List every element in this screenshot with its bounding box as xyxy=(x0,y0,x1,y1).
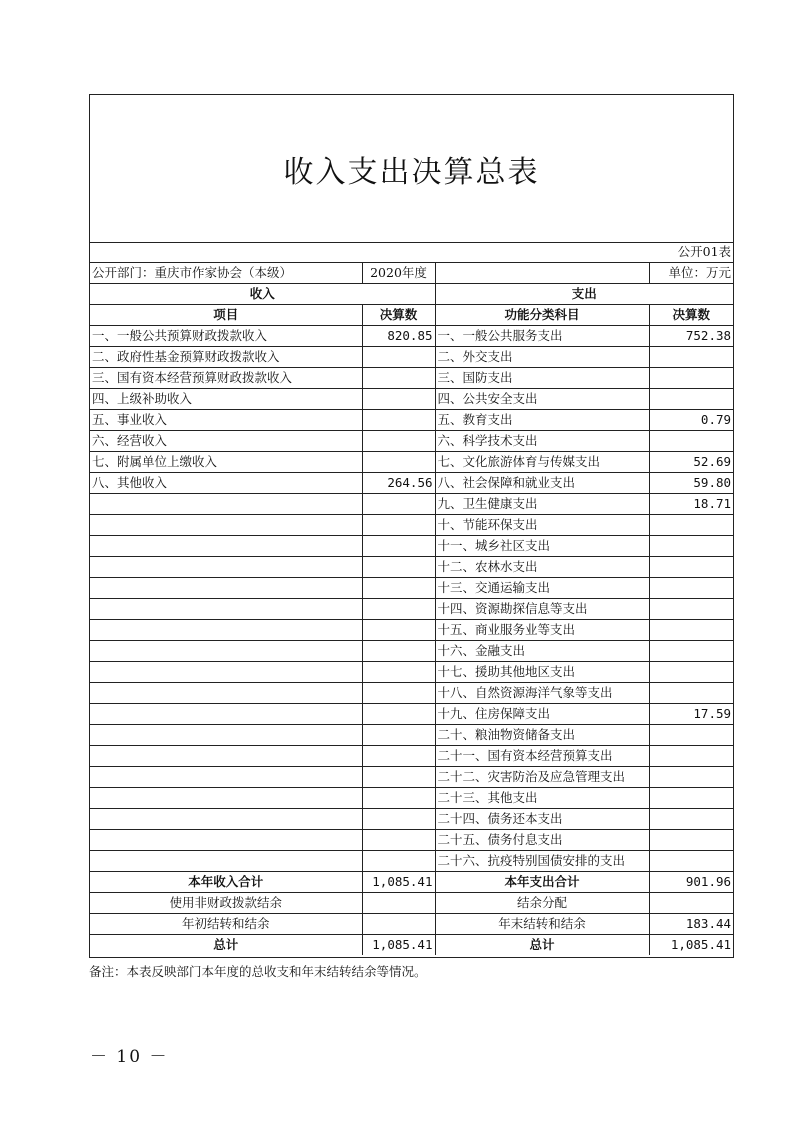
income-amount-cell xyxy=(362,788,435,809)
income-item-cell: 一、一般公共预算财政拨款收入 xyxy=(90,326,362,347)
table-row xyxy=(90,788,733,809)
page-number: － 10 － xyxy=(90,1047,169,1067)
expense-item-cell: 十八、自然资源海洋气象等支出 xyxy=(435,683,649,704)
income-amount-cell xyxy=(362,830,435,851)
expense-amount-cell xyxy=(649,746,733,767)
table-row xyxy=(90,347,733,368)
table-row xyxy=(90,683,733,704)
income-item-cell: 使用非财政拨款结余 xyxy=(90,893,362,914)
expense-item-cell: 七、文化旅游体育与传媒支出 xyxy=(435,452,649,473)
table-row xyxy=(90,368,733,389)
income-item-cell xyxy=(90,494,362,515)
income-amount-cell xyxy=(362,662,435,683)
table-no: 公开01表 xyxy=(677,244,732,259)
table-row xyxy=(90,452,733,473)
expense-item-cell: 二十二、灾害防治及应急管理支出 xyxy=(435,767,649,788)
expense-amount-cell xyxy=(649,431,733,452)
summary-row xyxy=(90,914,733,935)
income-item-cell xyxy=(90,809,362,830)
expense-item-cell: 一、一般公共服务支出 xyxy=(435,326,649,347)
expense-item-cell: 五、教育支出 xyxy=(435,410,649,431)
expense-amount-cell xyxy=(649,788,733,809)
expense-item-cell: 二十四、债务还本支出 xyxy=(435,809,649,830)
footnote: 备注：本表反映部门本年度的总收支和年末结转结余等情况。 xyxy=(89,964,427,979)
expense-item-cell: 十四、资源勘探信息等支出 xyxy=(435,599,649,620)
summary-row xyxy=(90,872,733,893)
page-title: 收入支出决算总表 xyxy=(283,154,540,190)
expense-amount-cell: 52.69 xyxy=(649,452,733,473)
expense-item-cell: 结余分配 xyxy=(435,893,649,914)
col-func-header: 功能分类科目 xyxy=(435,305,649,326)
expense-item-cell: 十、节能环保支出 xyxy=(435,515,649,536)
income-item-cell xyxy=(90,578,362,599)
expense-amount-cell xyxy=(649,599,733,620)
income-item-cell xyxy=(90,536,362,557)
expense-amount-cell xyxy=(649,683,733,704)
table-row xyxy=(90,536,733,557)
expense-amount-cell xyxy=(649,578,733,599)
unit-label: 单位：万元 xyxy=(649,263,733,284)
income-amount-cell xyxy=(362,431,435,452)
income-amount-cell xyxy=(362,536,435,557)
col-item-header: 项目 xyxy=(90,305,362,326)
income-amount-cell xyxy=(362,599,435,620)
table-row xyxy=(90,326,733,347)
expense-item-cell: 二十、粮油物资储备支出 xyxy=(435,725,649,746)
income-item-cell: 年初结转和结余 xyxy=(90,914,362,935)
expense-amount-cell xyxy=(649,620,733,641)
table-row xyxy=(90,830,733,851)
income-amount-cell xyxy=(362,368,435,389)
table-row xyxy=(90,746,733,767)
expense-item-cell: 六、科学技术支出 xyxy=(435,431,649,452)
expense-amount-cell: 1,085.41 xyxy=(649,935,733,956)
table-row xyxy=(90,662,733,683)
income-item-cell: 五、事业收入 xyxy=(90,410,362,431)
income-amount-cell xyxy=(362,851,435,872)
expense-item-cell: 十五、商业服务业等支出 xyxy=(435,620,649,641)
expense-item-cell: 三、国防支出 xyxy=(435,368,649,389)
income-amount-cell xyxy=(362,410,435,431)
income-item-cell xyxy=(90,599,362,620)
table-row xyxy=(90,704,733,725)
income-amount-cell: 1,085.41 xyxy=(362,872,435,893)
income-amount-cell xyxy=(362,893,435,914)
income-item-cell xyxy=(90,851,362,872)
expense-item-cell: 十七、援助其他地区支出 xyxy=(435,662,649,683)
table-row xyxy=(90,389,733,410)
income-item-cell: 六、经营收入 xyxy=(90,431,362,452)
income-amount-cell xyxy=(362,494,435,515)
income-section-header: 收入 xyxy=(90,284,435,305)
income-item-cell: 四、上级补助收入 xyxy=(90,389,362,410)
expense-amount-cell: 752.38 xyxy=(649,326,733,347)
table-no-row xyxy=(90,242,733,263)
report-frame xyxy=(89,94,734,958)
expense-item-cell: 总计 xyxy=(435,935,649,956)
expense-item-cell: 八、社会保障和就业支出 xyxy=(435,473,649,494)
income-amount-cell xyxy=(362,389,435,410)
expense-amount-cell xyxy=(649,368,733,389)
meta-row xyxy=(90,263,733,284)
income-item-cell: 总计 xyxy=(90,935,362,956)
income-amount-cell xyxy=(362,746,435,767)
expense-amount-cell xyxy=(649,347,733,368)
budget-table xyxy=(90,242,733,955)
expense-item-cell: 二十三、其他支出 xyxy=(435,788,649,809)
expense-section-header: 支出 xyxy=(435,284,733,305)
expense-item-cell: 二、外交支出 xyxy=(435,347,649,368)
income-item-cell xyxy=(90,662,362,683)
income-amount-cell xyxy=(362,347,435,368)
expense-amount-cell xyxy=(649,557,733,578)
section-header-row xyxy=(90,284,733,305)
table-row xyxy=(90,599,733,620)
expense-item-cell: 本年支出合计 xyxy=(435,872,649,893)
income-item-cell xyxy=(90,515,362,536)
expense-amount-cell xyxy=(649,851,733,872)
expense-amount-cell xyxy=(649,767,733,788)
expense-amount-cell xyxy=(649,389,733,410)
expense-amount-cell: 0.79 xyxy=(649,410,733,431)
expense-amount-cell xyxy=(649,515,733,536)
department-label: 公开部门：重庆市作家协会（本级） xyxy=(90,263,362,284)
income-item-cell xyxy=(90,725,362,746)
income-item-cell xyxy=(90,788,362,809)
income-item-cell xyxy=(90,641,362,662)
table-row xyxy=(90,578,733,599)
income-item-cell: 八、其他收入 xyxy=(90,473,362,494)
expense-item-cell: 九、卫生健康支出 xyxy=(435,494,649,515)
income-item-cell: 三、国有资本经营预算财政拨款收入 xyxy=(90,368,362,389)
income-amount-cell: 820.85 xyxy=(362,326,435,347)
income-item-cell xyxy=(90,683,362,704)
income-amount-cell: 264.56 xyxy=(362,473,435,494)
col-amount-header: 决算数 xyxy=(362,305,435,326)
table-row xyxy=(90,515,733,536)
meta-blank xyxy=(435,263,649,284)
table-row xyxy=(90,641,733,662)
title-area xyxy=(90,95,733,243)
income-amount-cell xyxy=(362,515,435,536)
income-amount-cell xyxy=(362,578,435,599)
expense-amount-cell xyxy=(649,893,733,914)
expense-item-cell: 二十五、债务付息支出 xyxy=(435,830,649,851)
expense-item-cell: 十六、金融支出 xyxy=(435,641,649,662)
income-item-cell xyxy=(90,557,362,578)
income-item-cell: 七、附属单位上缴收入 xyxy=(90,452,362,473)
col-amount2-header: 决算数 xyxy=(649,305,733,326)
table-row xyxy=(90,725,733,746)
table-row xyxy=(90,620,733,641)
income-item-cell xyxy=(90,767,362,788)
table-row xyxy=(90,494,733,515)
income-amount-cell xyxy=(362,641,435,662)
expense-amount-cell xyxy=(649,830,733,851)
expense-amount-cell xyxy=(649,809,733,830)
summary-row xyxy=(90,893,733,914)
year-label: 2020年度 xyxy=(362,263,435,284)
expense-item-cell: 四、公共安全支出 xyxy=(435,389,649,410)
income-amount-cell xyxy=(362,809,435,830)
income-item-cell: 二、政府性基金预算财政拨款收入 xyxy=(90,347,362,368)
expense-amount-cell: 901.96 xyxy=(649,872,733,893)
table-row xyxy=(90,809,733,830)
table-row xyxy=(90,557,733,578)
table-row xyxy=(90,431,733,452)
income-item-cell xyxy=(90,830,362,851)
expense-amount-cell: 18.71 xyxy=(649,494,733,515)
expense-item-cell: 二十六、抗疫特别国债安排的支出 xyxy=(435,851,649,872)
income-amount-cell xyxy=(362,620,435,641)
expense-amount-cell: 17.59 xyxy=(649,704,733,725)
table-row xyxy=(90,473,733,494)
expense-amount-cell: 59.80 xyxy=(649,473,733,494)
table-row xyxy=(90,851,733,872)
expense-amount-cell: 183.44 xyxy=(649,914,733,935)
expense-item-cell: 年末结转和结余 xyxy=(435,914,649,935)
income-amount-cell xyxy=(362,725,435,746)
expense-item-cell: 十三、交通运输支出 xyxy=(435,578,649,599)
income-amount-cell: 1,085.41 xyxy=(362,935,435,956)
summary-row xyxy=(90,935,733,956)
table-row xyxy=(90,410,733,431)
expense-item-cell: 十一、城乡社区支出 xyxy=(435,536,649,557)
expense-amount-cell xyxy=(649,662,733,683)
income-amount-cell xyxy=(362,704,435,725)
expense-amount-cell xyxy=(649,725,733,746)
expense-item-cell: 十九、住房保障支出 xyxy=(435,704,649,725)
expense-item-cell: 十二、农林水支出 xyxy=(435,557,649,578)
income-amount-cell xyxy=(362,767,435,788)
expense-item-cell: 二十一、国有资本经营预算支出 xyxy=(435,746,649,767)
income-item-cell xyxy=(90,704,362,725)
expense-amount-cell xyxy=(649,536,733,557)
column-header-row xyxy=(90,305,733,326)
income-amount-cell xyxy=(362,914,435,935)
income-amount-cell xyxy=(362,452,435,473)
income-amount-cell xyxy=(362,557,435,578)
table-row xyxy=(90,767,733,788)
expense-amount-cell xyxy=(649,641,733,662)
income-item-cell xyxy=(90,620,362,641)
income-amount-cell xyxy=(362,683,435,704)
income-item-cell: 本年收入合计 xyxy=(90,872,362,893)
income-item-cell xyxy=(90,746,362,767)
